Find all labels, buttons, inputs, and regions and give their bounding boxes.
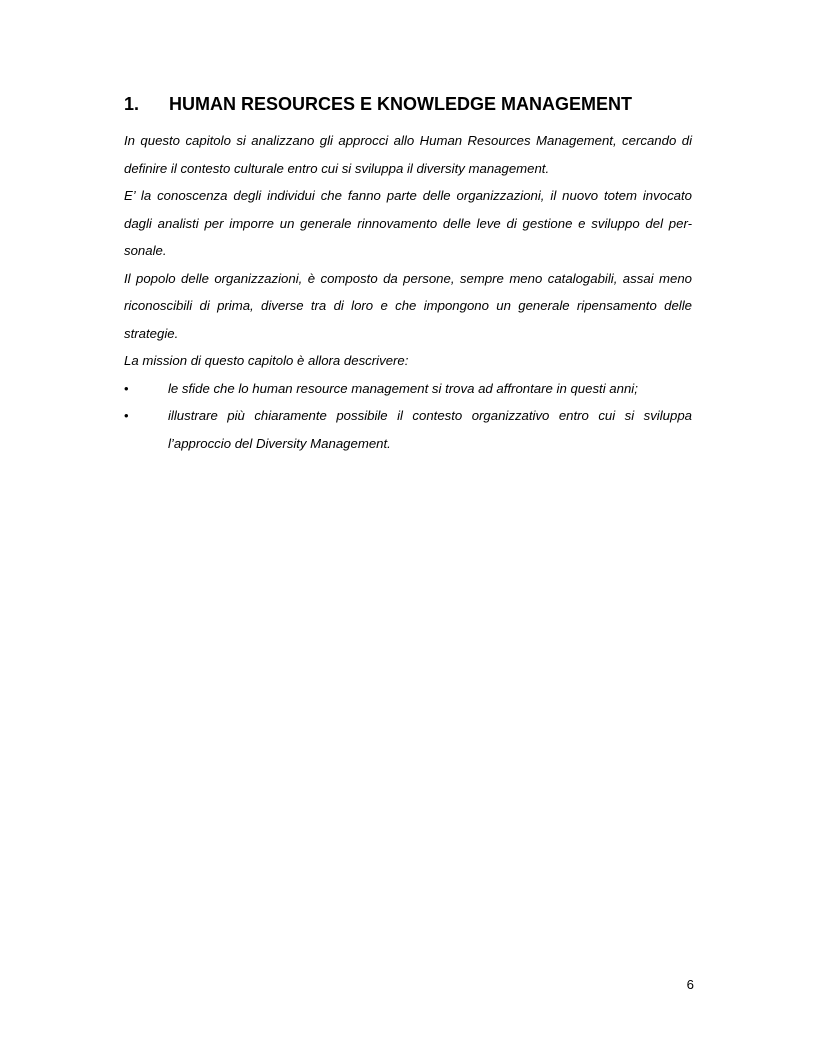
- bullet-icon: •: [124, 408, 129, 423]
- text-line: definire il contesto culturale entro cui si sviluppa il diversity management.: [124, 160, 550, 176]
- paragraph-intro: [124, 127, 692, 182]
- chapter-body: [124, 127, 692, 457]
- text-line: riconoscibili di prima, diverse tra di loro e che impongono un generale ripensamento delle: [124, 298, 692, 313]
- paragraph-people: [124, 265, 692, 348]
- text-line: Il popolo delle organizzazioni, è composto da persone, sempre meno catalogabili, assai meno: [124, 270, 692, 286]
- bullet-icon: •: [124, 380, 129, 396]
- text-line: sonale.: [124, 243, 167, 258]
- page-number: 6: [686, 977, 694, 992]
- text-line: La mission di questo capitolo è allora descrivere:: [124, 353, 409, 368]
- list-item: [124, 375, 692, 403]
- list-item: [124, 402, 692, 457]
- paragraph-knowledge: [124, 182, 692, 265]
- text-line: le sfide che lo human resource management si trova ad affrontare in questi anni;: [168, 380, 638, 396]
- text-line: l’approccio del Diversity Management.: [168, 435, 391, 451]
- text-line: illustrare più chiaramente possibile il contesto organizzativo entro cui si sviluppa: [168, 408, 692, 423]
- chapter-title: HUMAN RESOURCES E KNOWLEDGE MANAGEMENT: [169, 94, 633, 114]
- text-line: strategie.: [124, 325, 179, 341]
- paragraph-mission: [124, 347, 692, 375]
- bullet-text: [168, 402, 692, 457]
- bullet-text: [168, 375, 692, 403]
- chapter-number: 1.: [124, 94, 140, 114]
- text-line: dagli analisti per imporre un generale rinnovamento delle leve di gestione e sviluppo del per-: [124, 215, 692, 231]
- text-line: In questo capitolo si analizzano gli approcci allo Human Resources Management, cercando di: [124, 133, 692, 148]
- text-line: E’ la conoscenza degli individui che fanno parte delle organizzazioni, il nuovo totem invocato: [124, 188, 692, 203]
- mission-bullet-list: [124, 375, 692, 458]
- chapter-heading: [124, 90, 692, 118]
